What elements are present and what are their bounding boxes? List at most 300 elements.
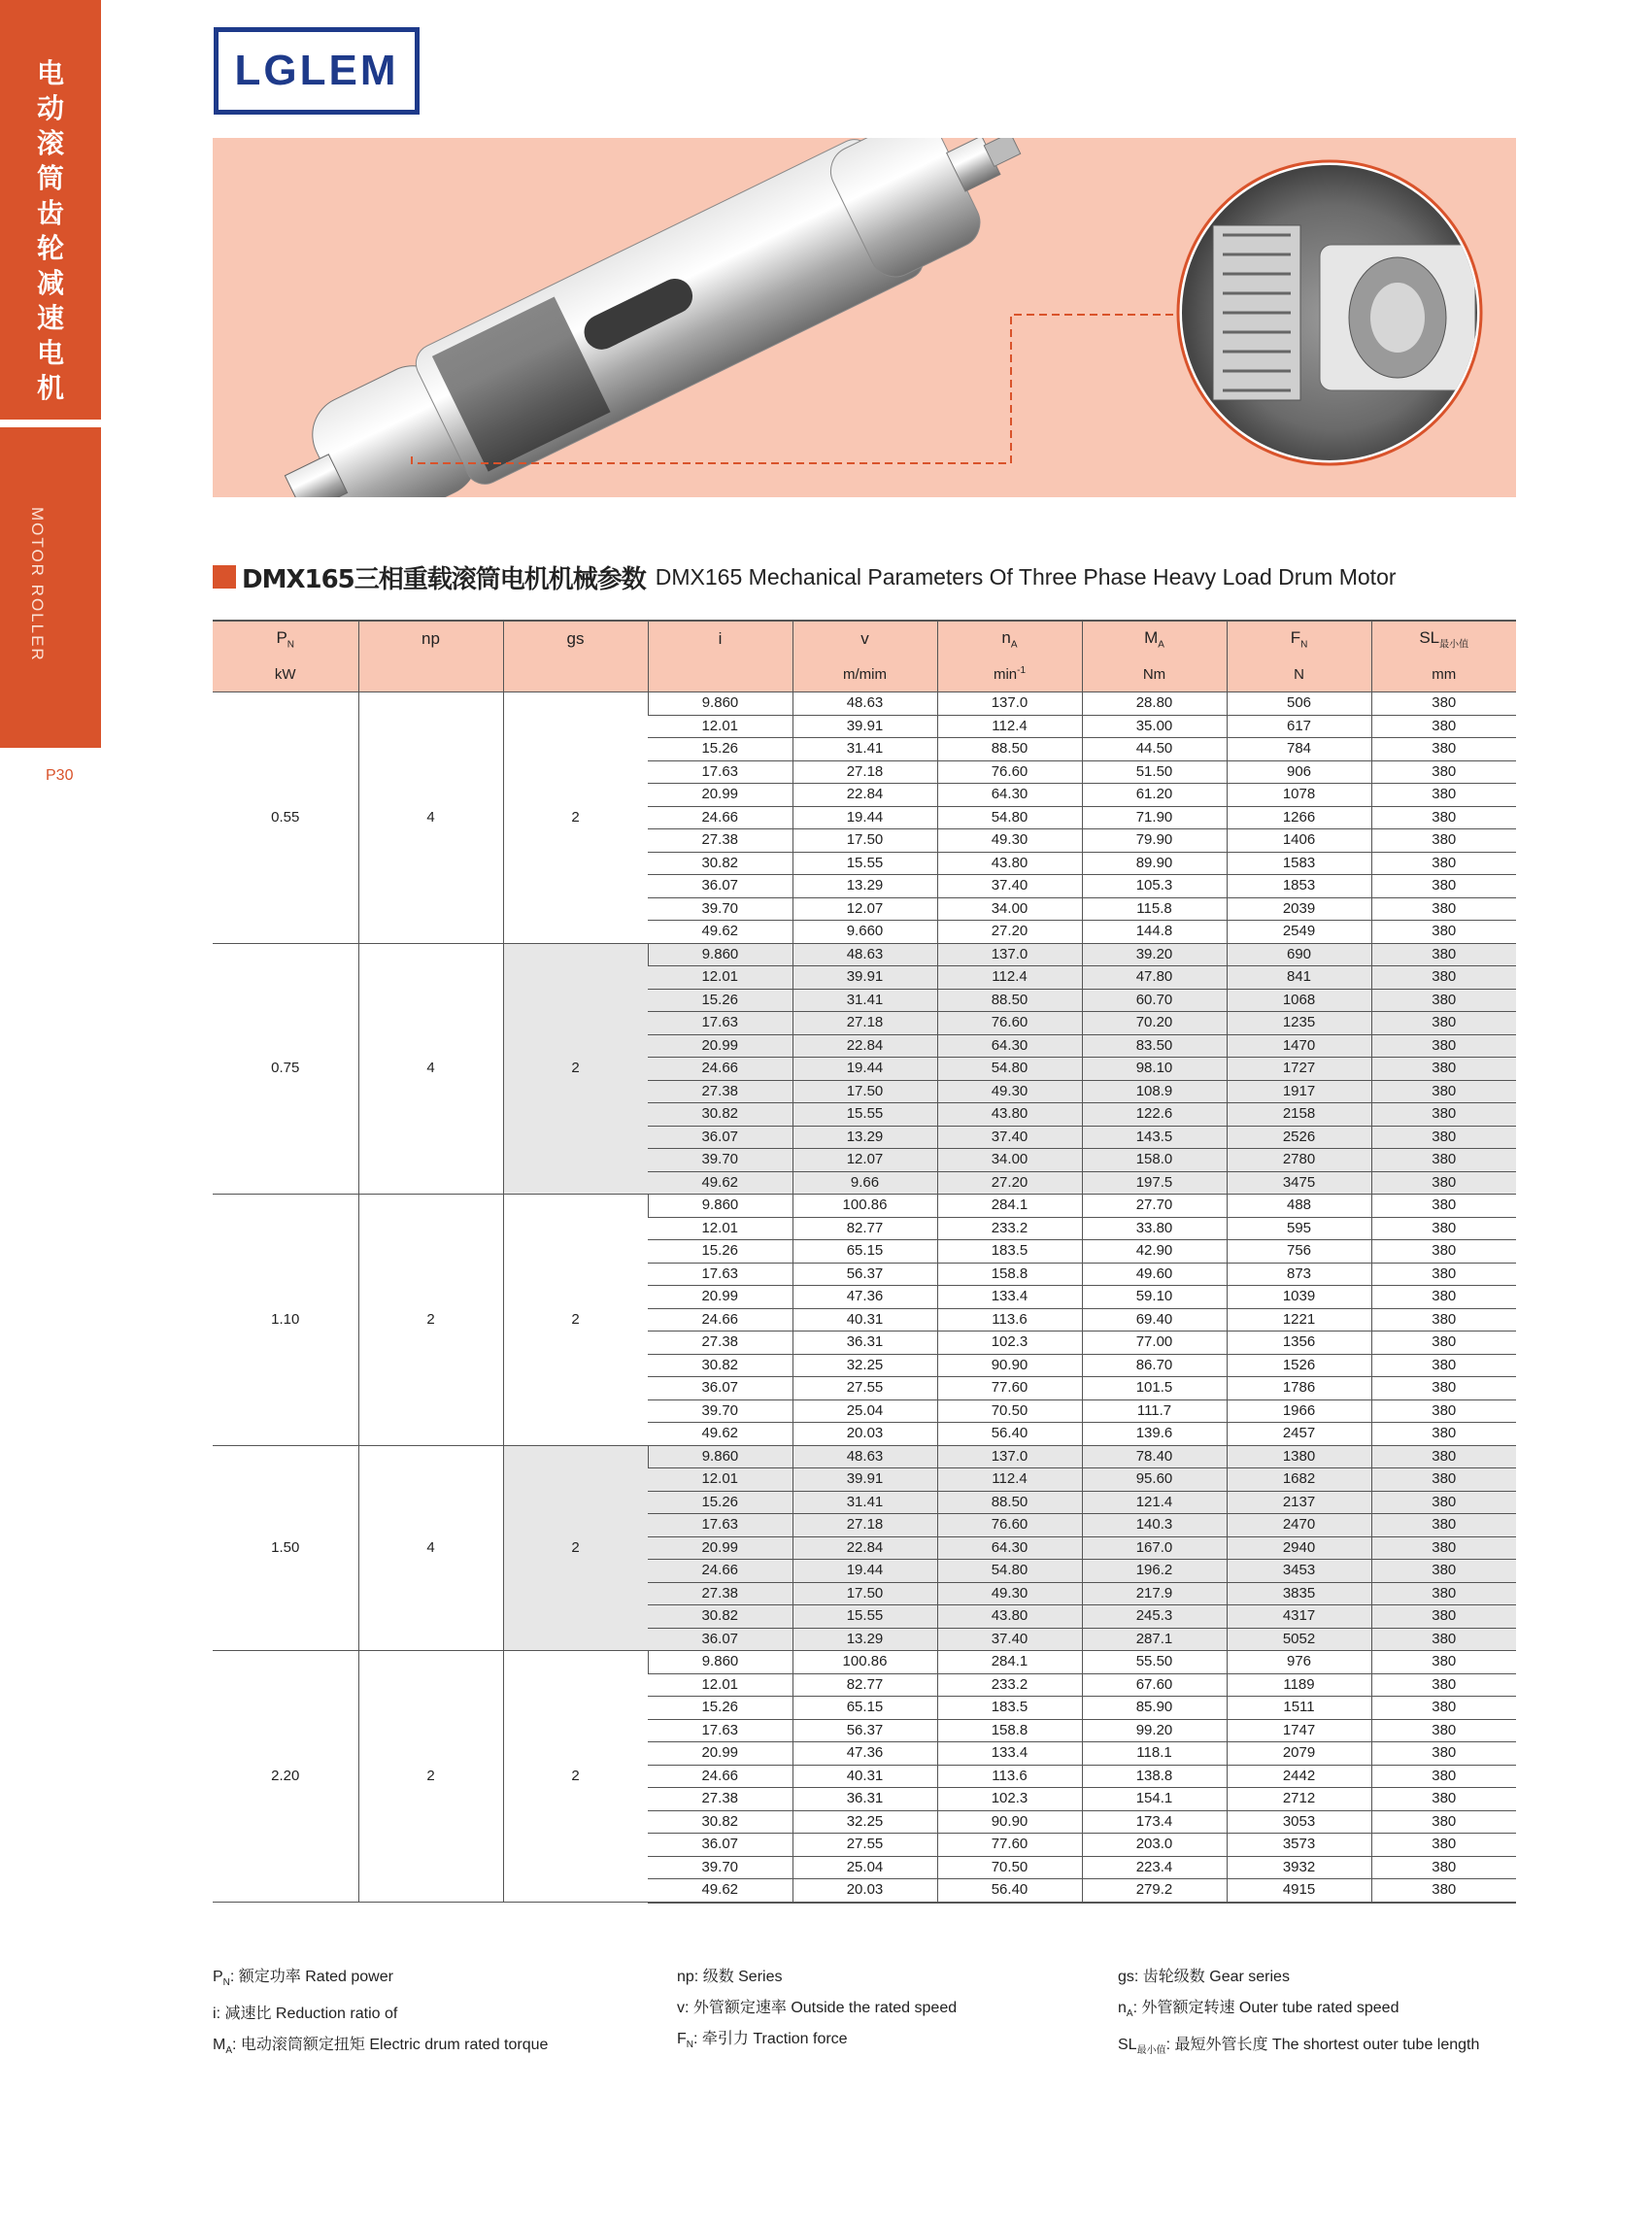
table-cell: 19.44 [792,1560,937,1583]
table-cell: 54.80 [937,806,1082,829]
parameter-table [213,620,1516,1904]
table-cell: 112.4 [937,966,1082,990]
table-cell: 17.63 [648,1514,792,1537]
table-cell: 1068 [1227,989,1371,1012]
table-cell: 39.20 [1082,943,1227,966]
table-cell: 19.44 [792,806,937,829]
table-cell: 60.70 [1082,989,1227,1012]
table-cell: 1853 [1227,875,1371,898]
table-cell: 158.8 [937,1719,1082,1742]
header-symbol-3: i [648,621,792,657]
table-cell: 137.0 [937,1445,1082,1468]
table-cell: 380 [1371,1651,1516,1674]
table-cell: 2470 [1227,1514,1371,1537]
table-cell: 2780 [1227,1149,1371,1172]
table-cell: 380 [1371,1263,1516,1286]
table-cell: 1727 [1227,1058,1371,1081]
table-cell: 51.50 [1082,760,1227,784]
cell-gs: 2 [503,1445,648,1651]
table-cell: 380 [1371,1697,1516,1720]
table-cell: 2457 [1227,1423,1371,1446]
table-cell: 9.860 [648,1651,792,1674]
table-cell: 9.860 [648,1445,792,1468]
table-cell: 20.99 [648,1536,792,1560]
cell-np: 4 [358,1445,503,1651]
table-cell: 100.86 [792,1195,937,1218]
table-cell: 39.70 [648,1149,792,1172]
legend-item: $F_N$: 牵引力 Traction force [677,2031,848,2051]
table-cell: 380 [1371,1560,1516,1583]
table-cell: 380 [1371,715,1516,738]
legend-item: np: 级数 Series [677,1969,783,1985]
table-cell: 12.07 [792,1149,937,1172]
table-cell: 22.84 [792,1536,937,1560]
table-cell: 380 [1371,1012,1516,1035]
header-symbol-0: $P_N$ [213,621,358,657]
table-cell: 25.04 [792,1399,937,1423]
table-row [213,1651,1516,1674]
table-cell: 15.26 [648,1240,792,1264]
table-cell: 56.40 [937,1423,1082,1446]
header-unit-5: $\min^{-1}$ [937,657,1082,692]
table-cell: 36.07 [648,1834,792,1857]
legend-item: $M_A$: 电动滚筒额定扭矩 Electric drum rated torque [213,2037,549,2057]
table-cell: 617 [1227,715,1371,738]
table-cell: 28.80 [1082,692,1227,716]
table-cell: 37.40 [937,1628,1082,1651]
table-cell: 380 [1371,1195,1516,1218]
table-cell: 101.5 [1082,1377,1227,1400]
table-cell: 27.38 [648,1080,792,1103]
table-cell: 24.66 [648,1058,792,1081]
legend-item: i: 减速比 Reduction ratio of [213,2006,398,2023]
table-cell: 380 [1371,1171,1516,1195]
table-cell: 2039 [1227,897,1371,921]
table-cell: 756 [1227,1240,1371,1264]
table-cell: 86.70 [1082,1354,1227,1377]
table-cell: 39.91 [792,1468,937,1492]
table-cell: 287.1 [1082,1628,1227,1651]
side-title-en: MOTOR ROLLER [28,507,47,662]
cell-pn: 0.55 [213,692,358,944]
table-cell: 112.4 [937,715,1082,738]
table-cell: 55.50 [1082,1651,1227,1674]
table-cell: 113.6 [937,1308,1082,1332]
table-cell: 279.2 [1082,1879,1227,1903]
table-cell: 380 [1371,1788,1516,1811]
table-cell: 33.80 [1082,1217,1227,1240]
table-cell: 30.82 [648,1103,792,1127]
table-cell: 32.25 [792,1354,937,1377]
table-cell: 20.99 [648,1742,792,1766]
table-cell: 31.41 [792,989,937,1012]
table-cell: 65.15 [792,1697,937,1720]
table-cell: 43.80 [937,852,1082,875]
table-cell: 1356 [1227,1332,1371,1355]
table-cell: 37.40 [937,875,1082,898]
table-cell: 36.07 [648,1628,792,1651]
table-cell: 2940 [1227,1536,1371,1560]
table-cell: 49.60 [1082,1263,1227,1286]
table-cell: 873 [1227,1263,1371,1286]
table-cell: 143.5 [1082,1126,1227,1149]
table-cell: 380 [1371,1354,1516,1377]
table-cell: 380 [1371,1080,1516,1103]
table-cell: 47.36 [792,1742,937,1766]
table-cell: 137.0 [937,692,1082,716]
table-cell: 183.5 [937,1240,1082,1264]
side-divider [0,744,101,748]
cell-pn: 0.75 [213,943,358,1195]
table-group [213,1195,1516,1446]
table-cell: 121.4 [1082,1491,1227,1514]
legend-item: gs: 齿轮级数 Gear series [1118,1969,1290,1985]
table-cell: 3453 [1227,1560,1371,1583]
table-cell: 1966 [1227,1399,1371,1423]
table-cell: 1406 [1227,829,1371,853]
table-cell: 284.1 [937,1195,1082,1218]
table-cell: 95.60 [1082,1468,1227,1492]
table-cell: 59.10 [1082,1286,1227,1309]
table-cell: 22.84 [792,1034,937,1058]
table-cell: 20.99 [648,784,792,807]
table-cell: 380 [1371,1856,1516,1879]
table-cell: 380 [1371,1834,1516,1857]
header-symbol-8: $SL_{最小值}$ [1371,621,1516,657]
table-cell: 380 [1371,1308,1516,1332]
side-gap [0,420,101,427]
table-cell: 30.82 [648,1605,792,1629]
table-cell: 140.3 [1082,1514,1227,1537]
table-cell: 1235 [1227,1012,1371,1035]
heading-marker [213,565,236,589]
table-cell: 15.55 [792,1605,937,1629]
table-row [213,943,1516,966]
table-cell: 17.63 [648,1719,792,1742]
header-unit-6: Nm [1082,657,1227,692]
table-cell: 13.29 [792,875,937,898]
table-cell: 2442 [1227,1765,1371,1788]
table-cell: 217.9 [1082,1582,1227,1605]
table-cell: 36.31 [792,1788,937,1811]
header-unit-2 [503,657,648,692]
table-cell: 100.86 [792,1651,937,1674]
table-cell: 1682 [1227,1468,1371,1492]
table-cell: 380 [1371,1514,1516,1537]
header-unit-7: N [1227,657,1371,692]
table-cell: 380 [1371,875,1516,898]
table-cell: 5052 [1227,1628,1371,1651]
table-cell: 595 [1227,1217,1371,1240]
table-cell: 380 [1371,1126,1516,1149]
table-cell: 27.70 [1082,1195,1227,1218]
brand-logo [214,27,420,115]
legend-column-3 [1118,1962,1479,2067]
table-cell: 380 [1371,1377,1516,1400]
header-unit-0: kW [213,657,358,692]
table-cell: 111.7 [1082,1399,1227,1423]
table-cell: 380 [1371,1765,1516,1788]
table-cell: 380 [1371,829,1516,853]
table-cell: 380 [1371,897,1516,921]
table-cell: 380 [1371,738,1516,761]
table-cell: 54.80 [937,1560,1082,1583]
legend-column-2 [677,1962,957,2061]
table-cell: 380 [1371,1742,1516,1766]
table-cell: 2079 [1227,1742,1371,1766]
table-cell: 12.01 [648,966,792,990]
table-cell: 24.66 [648,1765,792,1788]
cell-np: 2 [358,1195,503,1446]
cell-pn: 1.10 [213,1195,358,1446]
table-cell: 69.40 [1082,1308,1227,1332]
table-cell: 380 [1371,1286,1516,1309]
table-cell: 12.01 [648,715,792,738]
legend-column-1 [213,1962,548,2067]
table-cell: 43.80 [937,1103,1082,1127]
table-cell: 24.66 [648,1308,792,1332]
cell-gs: 2 [503,1651,648,1903]
drum-motor-illustration [213,138,1516,497]
table-cell: 158.0 [1082,1149,1227,1172]
table-cell: 112.4 [937,1468,1082,1492]
table-cell: 76.60 [937,1514,1082,1537]
table-cell: 17.63 [648,760,792,784]
table-cell: 83.50 [1082,1034,1227,1058]
header-symbol-6: $M_A$ [1082,621,1227,657]
table-cell: 380 [1371,966,1516,990]
table-cell: 9.860 [648,943,792,966]
table-cell: 48.63 [792,692,937,716]
table-cell: 284.1 [937,1651,1082,1674]
table-cell: 118.1 [1082,1742,1227,1766]
table-cell: 24.66 [648,1560,792,1583]
table-cell: 9.860 [648,692,792,716]
table-cell: 47.80 [1082,966,1227,990]
table-cell: 12.01 [648,1673,792,1697]
table-cell: 102.3 [937,1788,1082,1811]
table-cell: 82.77 [792,1217,937,1240]
table-cell: 1221 [1227,1308,1371,1332]
table-cell: 1526 [1227,1354,1371,1377]
table-cell: 380 [1371,806,1516,829]
table-cell: 40.31 [792,1765,937,1788]
table-cell: 380 [1371,1217,1516,1240]
table-cell: 12.01 [648,1217,792,1240]
table-cell: 15.26 [648,1697,792,1720]
table-cell: 380 [1371,1445,1516,1468]
table-cell: 20.99 [648,1034,792,1058]
legend-item: $SL_{最小值}$: 最短外管长度 The shortest outer tube length [1118,2037,1480,2057]
table-cell: 49.62 [648,1879,792,1903]
table-cell: 233.2 [937,1673,1082,1697]
table-cell: 39.91 [792,715,937,738]
section-heading [213,559,1397,594]
table-cell: 64.30 [937,1034,1082,1058]
table-cell: 27.20 [937,921,1082,944]
table-cell: 1039 [1227,1286,1371,1309]
table-cell: 3573 [1227,1834,1371,1857]
table-cell: 233.2 [937,1217,1082,1240]
table-cell: 32.25 [792,1810,937,1834]
table-cell: 173.4 [1082,1810,1227,1834]
table-cell: 77.60 [937,1834,1082,1857]
table-cell: 20.03 [792,1879,937,1903]
table-cell: 139.6 [1082,1423,1227,1446]
table-cell: 15.26 [648,738,792,761]
table-cell: 27.38 [648,1788,792,1811]
table-cell: 56.40 [937,1879,1082,1903]
cell-np: 4 [358,692,503,944]
table-cell: 906 [1227,760,1371,784]
table-cell: 167.0 [1082,1536,1227,1560]
table-cell: 13.29 [792,1628,937,1651]
table-cell: 78.40 [1082,1445,1227,1468]
table-cell: 380 [1371,1491,1516,1514]
table-cell: 133.4 [937,1286,1082,1309]
table-cell: 48.63 [792,1445,937,1468]
table-cell: 113.6 [937,1765,1082,1788]
table-cell: 56.37 [792,1719,937,1742]
legend-item: $n_A$: 外管额定转速 Outer tube rated speed [1118,2000,1399,2020]
table-cell: 841 [1227,966,1371,990]
table-cell: 44.50 [1082,738,1227,761]
table-cell: 183.5 [937,1697,1082,1720]
table-cell: 380 [1371,760,1516,784]
table-cell: 27.18 [792,1514,937,1537]
table-cell: 9.860 [648,1195,792,1218]
table-group [213,1445,1516,1651]
table-cell: 9.66 [792,1171,937,1195]
table-cell: 380 [1371,852,1516,875]
table-cell: 12.07 [792,897,937,921]
table-cell: 88.50 [937,1491,1082,1514]
table-cell: 36.07 [648,875,792,898]
table-cell: 380 [1371,1399,1516,1423]
table-cell: 1511 [1227,1697,1371,1720]
table-cell: 2158 [1227,1103,1371,1127]
header-unit-1 [358,657,503,692]
table-cell: 20.03 [792,1423,937,1446]
table-cell: 19.44 [792,1058,937,1081]
table-cell: 380 [1371,1103,1516,1127]
table-cell: 203.0 [1082,1834,1227,1857]
table-cell: 82.77 [792,1673,937,1697]
table-cell: 15.55 [792,852,937,875]
table-cell: 115.8 [1082,897,1227,921]
table-cell: 197.5 [1082,1171,1227,1195]
table-cell: 34.00 [937,1149,1082,1172]
table-cell: 70.50 [937,1399,1082,1423]
table-cell: 3053 [1227,1810,1371,1834]
table-group [213,943,1516,1195]
table-cell: 2526 [1227,1126,1371,1149]
table-cell: 90.90 [937,1354,1082,1377]
table-cell: 380 [1371,784,1516,807]
header-symbol-1: np [358,621,503,657]
side-tab-en [0,427,101,744]
table-cell: 506 [1227,692,1371,716]
table-cell: 105.3 [1082,875,1227,898]
table-cell: 70.20 [1082,1012,1227,1035]
table-cell: 39.70 [648,1856,792,1879]
table-cell: 154.1 [1082,1788,1227,1811]
table-cell: 196.2 [1082,1560,1227,1583]
table-cell: 12.01 [648,1468,792,1492]
table-cell: 380 [1371,1149,1516,1172]
table-cell: 27.38 [648,1332,792,1355]
heading-cn: DMX165三相重载滚筒电机机械参数 [242,564,646,594]
table-cell: 380 [1371,1582,1516,1605]
table-cell: 1917 [1227,1080,1371,1103]
table-cell: 380 [1371,1240,1516,1264]
table-cell: 49.30 [937,1582,1082,1605]
table-cell: 2137 [1227,1491,1371,1514]
cell-gs: 2 [503,692,648,944]
table-cell: 20.99 [648,1286,792,1309]
table-cell: 49.62 [648,1171,792,1195]
table-cell: 2712 [1227,1788,1371,1811]
table-cell: 49.30 [937,829,1082,853]
header-symbol-5: $n_A$ [937,621,1082,657]
table-cell: 1583 [1227,852,1371,875]
header-unit-8: mm [1371,657,1516,692]
table-cell: 34.00 [937,897,1082,921]
table-cell: 158.8 [937,1263,1082,1286]
table-cell: 49.30 [937,1080,1082,1103]
table-cell: 88.50 [937,738,1082,761]
table-cell: 22.84 [792,784,937,807]
table-cell: 380 [1371,1468,1516,1492]
table-cell: 30.82 [648,1810,792,1834]
cell-pn: 1.50 [213,1445,358,1651]
table-cell: 3835 [1227,1582,1371,1605]
table-cell: 27.20 [937,1171,1082,1195]
table-cell: 380 [1371,1034,1516,1058]
table-cell: 13.29 [792,1126,937,1149]
table-cell: 380 [1371,1605,1516,1629]
table-cell: 85.90 [1082,1697,1227,1720]
table-cell: 25.04 [792,1856,937,1879]
table-cell: 67.60 [1082,1673,1227,1697]
table-cell: 76.60 [937,760,1082,784]
table-cell: 1786 [1227,1377,1371,1400]
table-cell: 31.41 [792,1491,937,1514]
header-symbol-2: gs [503,621,648,657]
table-cell: 71.90 [1082,806,1227,829]
table-cell: 64.30 [937,1536,1082,1560]
table-cell: 1380 [1227,1445,1371,1468]
table-cell: 380 [1371,1423,1516,1446]
table-cell: 17.50 [792,829,937,853]
table-cell: 690 [1227,943,1371,966]
legend-item: v: 外管额定速率 Outside the rated speed [677,2000,958,2016]
table-cell: 1470 [1227,1034,1371,1058]
header-symbol-4: v [792,621,937,657]
table-cell: 380 [1371,1628,1516,1651]
table-cell: 380 [1371,943,1516,966]
table-cell: 784 [1227,738,1371,761]
table-cell: 1266 [1227,806,1371,829]
table-cell: 61.20 [1082,784,1227,807]
table-row [213,1445,1516,1468]
table-cell: 89.90 [1082,852,1227,875]
table-cell: 380 [1371,921,1516,944]
table-cell: 39.70 [648,1399,792,1423]
cell-gs: 2 [503,943,648,1195]
table-cell: 35.00 [1082,715,1227,738]
page-number: P30 [46,767,74,784]
